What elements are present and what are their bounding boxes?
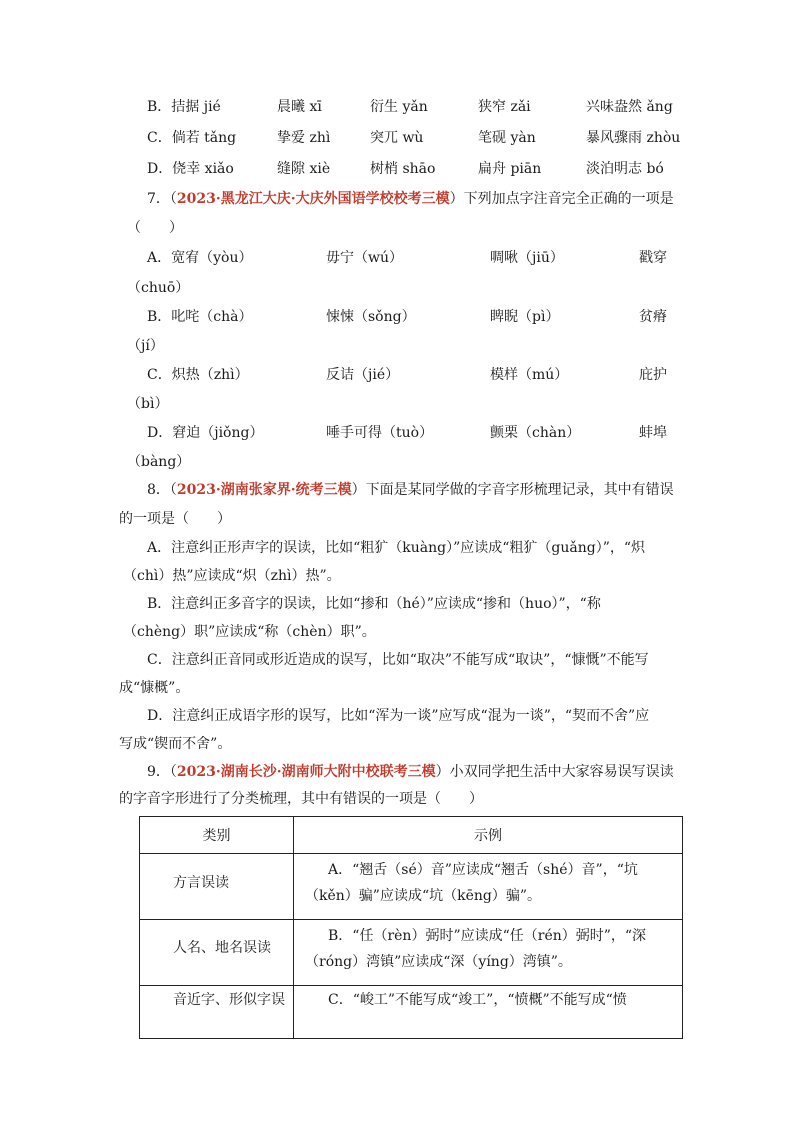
q6-d-item-3: 树梢 shāo: [370, 161, 436, 177]
q7-a-item-4: 戳穿: [639, 250, 667, 266]
q8-number: 8．（: [147, 482, 177, 498]
q7-b-item-3: 睥睨（pì）: [490, 309, 560, 325]
q6-b-item-4: 狭窄 zǎi: [478, 99, 531, 115]
q7-stem-text: ）下列加点字注音完全正确的一项是: [449, 191, 674, 207]
q9-stem: [147, 762, 674, 782]
header-example: 示例: [294, 817, 683, 854]
q6-d-item-2: 缝隙 xiè: [277, 161, 331, 177]
q8-option-a-line1: A．注意纠正形声字的误读，比如“粗犷（kuàng）”应读成“粗犷（guǎng）”，“炽: [147, 540, 646, 556]
row-1-example-line1: A．“翘舌（sé）音”应读成“翘舌（shé）音”，“坑: [328, 862, 638, 878]
row-3-example-line1: C．“峻工”不能写成“竣工”，“愤概”不能写成“愤: [328, 992, 627, 1008]
q7-d-item-2: 唾手可得（tuò）: [326, 425, 434, 441]
q8-option-a-line2: （chì）热”应读成“炽（zhì）热”。: [123, 568, 341, 584]
q7-a-item-2: 毋宁（wú）: [326, 250, 403, 266]
q8-option-c-line2: 成“慷概”。: [119, 680, 190, 696]
q8-option-b-line1: B．注意纠正多音字的误读，比如“掺和（hé）”应读成“掺和（huo）”，“称: [147, 596, 601, 612]
q7-c-item-2: 反诘（jié）: [326, 367, 400, 383]
q7-source: 2023·黑龙江大庆·大庆外国语学校校考三模: [176, 191, 450, 207]
q7-c-item-3: 模样（mú）: [490, 367, 569, 383]
q9-source: 2023·湖南长沙·湖南师大附中校联考三模: [176, 764, 436, 780]
q7-c-wrap: （bì）: [127, 396, 169, 412]
q8-option-b-line2: （chèng）职”应读成“称（chèn）职”。: [123, 624, 376, 640]
row-2-category: 人名、地名误读: [173, 940, 271, 956]
q6-c-item-5: 暴风骤雨 zhòu: [586, 130, 681, 146]
q7-b-item-1: B．叱咤（chà）: [147, 309, 253, 325]
q6-d-item-5: 淡泊明志 bó: [586, 161, 664, 177]
q6-b-item-1: B．拮据 jié: [147, 99, 221, 115]
q6-b-item-2: 晨曦 xī: [277, 99, 322, 115]
q6-b-item-3: 衍生 yǎn: [370, 99, 428, 115]
q6-c-item-3: 突兀 wù: [370, 130, 424, 146]
q7-stem: [147, 189, 674, 209]
q8-stem-text: ）下面是某同学做的字音字形梳理记录，其中有错误: [351, 482, 674, 498]
q6-b-item-5: 兴味盎然 ǎng: [586, 99, 673, 115]
q9-number: 9．（: [147, 764, 177, 780]
q6-d-item-1: D．侥幸 xiǎo: [147, 161, 234, 177]
q7-d-item-3: 颤栗（chàn）: [490, 425, 581, 441]
q7-d-item-4: 蚌埠: [639, 425, 667, 441]
q7-d-item-1: D．窘迫（jiǒng）: [147, 425, 264, 441]
table-header-row: [140, 817, 683, 854]
q9-stem-line2: 的字音字形进行了分类梳理，其中有错误的一项是（ ）: [119, 791, 483, 807]
q8-stem-line2: 的一项是（ ）: [119, 511, 231, 527]
q7-a-wrap: （chuō）: [127, 280, 190, 296]
row-2-example-line2: （róng）湾镇”应读成“深（yíng）湾镇”。: [305, 954, 572, 970]
q8-stem: [147, 480, 674, 500]
row-1-category: 方言误读: [173, 875, 229, 891]
q8-option-d-line2: 写成“锲而不舍”。: [119, 736, 232, 752]
q7-b-item-2: 悚悚（sǒng）: [326, 309, 416, 325]
q7-d-wrap: （bàng）: [127, 454, 191, 470]
row-3-category: 音近字、形似字误: [173, 992, 285, 1008]
q6-c-item-1: C．倘若 tǎng: [147, 130, 237, 146]
q7-answer-blank: （ ）: [127, 220, 183, 236]
q7-number: 7．（: [147, 191, 177, 207]
q7-b-wrap: （jí）: [127, 338, 164, 354]
q6-d-item-4: 扁舟 piān: [478, 161, 542, 177]
q8-option-c-line1: C．注意纠正音同或形近造成的误写，比如“取决”不能写成“取诀”，“慷慨”不能写: [147, 652, 649, 668]
q8-option-d-line1: D．注意纠正成语字形的误写，比如“浑为一谈”应写成“混为一谈”，“契而不舍”应: [147, 708, 650, 724]
q7-a-item-3: 啁啾（jiū）: [490, 250, 564, 266]
row-2-example-line1: B．“任（rèn）弼时”应读成“任（rén）弼时”，“深: [328, 928, 647, 944]
q9-stem-text: ）小双同学把生活中大家容易误写误读: [435, 764, 674, 780]
q7-c-item-1: C．炽热（zhì）: [147, 367, 249, 383]
q6-c-item-4: 笔砚 yàn: [478, 130, 536, 146]
row-1-example-line2: （kěn）骗”应读成“坑（kēng）骗”。: [305, 888, 542, 904]
q6-c-item-2: 挚爱 zhì: [277, 130, 331, 146]
q7-b-item-4: 贫瘠: [639, 309, 667, 325]
q7-a-item-1: A．宽宥（yòu）: [147, 250, 253, 266]
header-category: 类别: [140, 817, 294, 854]
q7-c-item-4: 庇护: [639, 367, 667, 383]
q8-source: 2023·湖南张家界·统考三模: [176, 482, 352, 498]
